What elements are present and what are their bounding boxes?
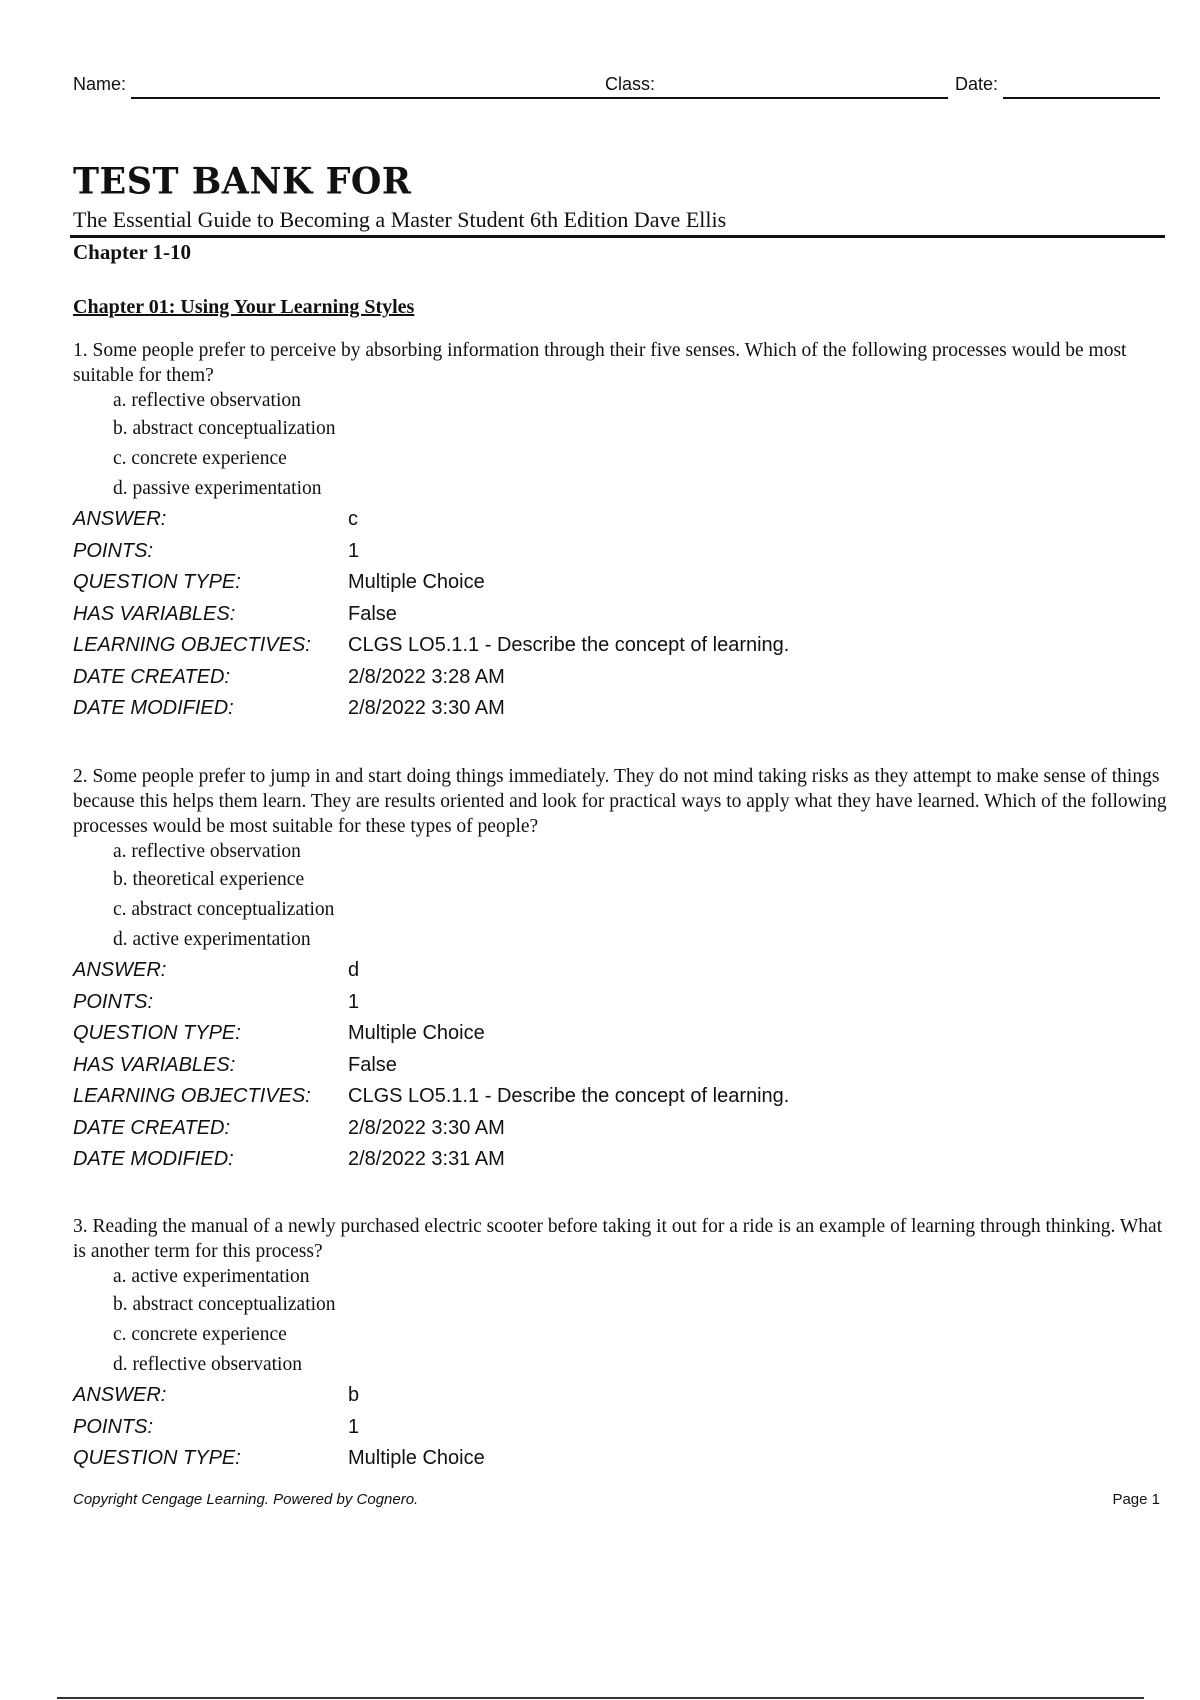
- chapter-range: Chapter 1-10: [73, 240, 192, 264]
- question-meta: [73, 1380, 1168, 1475]
- title-divider: [70, 235, 1165, 238]
- chapter-heading: Chapter 01: Using Your Learning Styles: [73, 296, 415, 318]
- question-meta: [73, 504, 1168, 725]
- meta-row-question-type: QUESTION TYPE: Multiple Choice: [73, 1022, 485, 1044]
- option-a: a. active experimentation: [113, 1266, 310, 1287]
- meta-row-answer: ANSWER: b: [73, 1384, 360, 1406]
- meta-row-points: POINTS: 1: [73, 539, 360, 562]
- document-title: TEST BANK FOR: [73, 160, 412, 204]
- question-1: [73, 338, 1168, 725]
- option-d: d. passive experimentation: [113, 478, 322, 499]
- meta-row-date-modified: DATE MODIFIED: 2/8/2022 3:30 AM: [73, 697, 505, 719]
- answer-options: [73, 839, 1168, 955]
- question-text: 2. Some people prefer to jump in and start doing things immediately. They do not mind taking risks as they attempt to make sense of things because this helps them learn. They are results oriented and look for practical ways to apply what they have learned. Which of the following processes would be most suitable for these types of people?: [73, 766, 1167, 837]
- meta-row-has-variables: HAS VARIABLES: False: [73, 1053, 397, 1076]
- page-number: Page 1: [1112, 1491, 1160, 1508]
- meta-row-answer: ANSWER: d: [73, 959, 360, 981]
- question-text: 3. Reading the manual of a newly purchased electric scooter before taking it out for a ride is an example of learning through thinking. What is another term for this process?: [73, 1216, 1163, 1262]
- option-b: b. abstract conceptualization: [113, 1294, 336, 1315]
- question-meta: [73, 955, 1168, 1176]
- meta-row-date-created: DATE CREATED: 2/8/2022 3:30 AM: [73, 1116, 505, 1139]
- answer-options: [73, 1264, 1168, 1380]
- option-b: b. abstract conceptualization: [113, 418, 336, 439]
- answer-options: [73, 388, 1168, 504]
- class-field-line[interactable]: [663, 97, 948, 99]
- meta-row-points: POINTS: 1: [73, 1415, 360, 1438]
- option-a: a. reflective observation: [113, 841, 301, 862]
- option-c: c. abstract conceptualization: [113, 899, 335, 920]
- bottom-divider: [57, 1697, 1144, 1699]
- meta-row-has-variables: HAS VARIABLES: False: [73, 602, 397, 625]
- class-label: Class:: [605, 74, 656, 94]
- name-field-line[interactable]: [131, 97, 671, 99]
- option-d: d. active experimentation: [113, 929, 311, 950]
- date-label: Date:: [955, 74, 999, 94]
- meta-row-learning-objectives: LEARNING OBJECTIVES: CLGS LO5.1.1 - Describe the concept of learning.: [73, 1085, 790, 1107]
- question-text: 1. Some people prefer to perceive by absorbing information through their five senses. Which of the following processes would be most suitable for them?: [73, 340, 1127, 386]
- option-c: c. concrete experience: [113, 1324, 287, 1345]
- meta-row-answer: ANSWER: c: [73, 508, 358, 530]
- meta-row-question-type: QUESTION TYPE: Multiple Choice: [73, 1447, 485, 1469]
- option-b: b. theoretical experience: [113, 869, 305, 890]
- meta-row-points: POINTS: 1: [73, 990, 360, 1013]
- date-field-line[interactable]: [1003, 97, 1160, 99]
- meta-row-date-modified: DATE MODIFIED: 2/8/2022 3:31 AM: [73, 1148, 505, 1170]
- option-a: a. reflective observation: [113, 390, 301, 411]
- copyright-footer: Copyright Cengage Learning. Powered by Cognero.: [73, 1491, 419, 1508]
- question-2: [73, 764, 1168, 1176]
- header-fields: [73, 70, 1160, 102]
- meta-row-question-type: QUESTION TYPE: Multiple Choice: [73, 571, 485, 593]
- option-d: d. reflective observation: [113, 1354, 302, 1375]
- meta-row-learning-objectives: LEARNING OBJECTIVES: CLGS LO5.1.1 - Describe the concept of learning.: [73, 634, 790, 656]
- document-subtitle: The Essential Guide to Becoming a Master Student 6th Edition Dave Ellis: [73, 207, 727, 232]
- question-3: [73, 1214, 1168, 1475]
- name-label: Name:: [73, 74, 127, 94]
- meta-row-date-created: DATE CREATED: 2/8/2022 3:28 AM: [73, 665, 505, 688]
- option-c: c. concrete experience: [113, 448, 287, 469]
